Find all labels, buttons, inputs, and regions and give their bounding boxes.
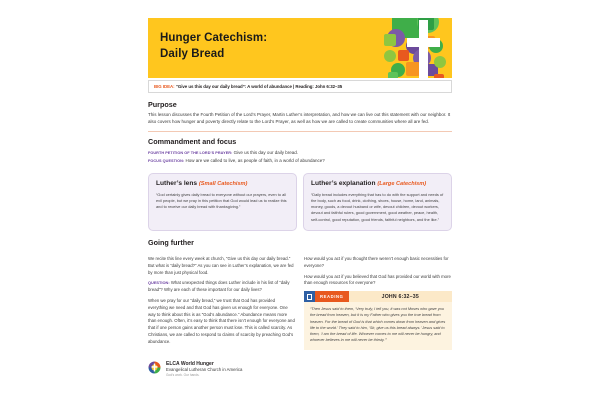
luthers-explanation-heading [311, 180, 444, 188]
luthers-lens-subtitle: (Small Catechism) [198, 180, 248, 187]
page-title-line1: Hunger Catechism: [160, 32, 268, 44]
purpose-heading: Purpose [148, 100, 177, 110]
focus-line [148, 157, 452, 164]
purpose-section [148, 100, 452, 126]
book-icon [304, 291, 315, 302]
going-further-paragraph: We recite this line every week at church, “Give us this day our daily bread.” But what is “daily bread?” As you can see in Luther’s explanation, we are fed by more than just physical food. [148, 256, 294, 275]
commandment-heading: Commandment and focus [148, 137, 237, 147]
question-label: QUESTION: [148, 280, 170, 286]
reading-label: READING [315, 291, 349, 302]
luthers-explanation-title: Luther’s explanation [311, 179, 376, 187]
footer-church: Evangelical Lutheran Church in America [166, 367, 243, 373]
elca-cross-logo [148, 361, 161, 374]
going-further-question [148, 280, 296, 294]
luthers-lens-title: Luther’s lens [156, 179, 198, 187]
going-further-left-column [148, 256, 296, 349]
reflection-question: How would you act if you thought there weren’t enough basic necessities for everyone? [304, 256, 449, 268]
petition-label: FOURTH PETITION OF THE LORD’S PRAYER: [148, 151, 233, 156]
footer-tagline: God’s work. Our hands. [166, 373, 200, 378]
page-header [148, 18, 452, 78]
going-further-section [148, 238, 452, 349]
petition-line [148, 149, 452, 156]
big-idea-label: BIG IDEA: [154, 84, 175, 89]
scripture-text: “Then Jesus said to them, ‘Very truly, I tell you, it was not Moses who gave you the bread from heaven, but it is my Father who gives you the true bread from heaven. For the bread of God is that which comes down from heaven and gives life to the world.’ They said to him, ‘Sir, give us this bread always.’ Jesus said to them, ‘I am the bread of life. Whoever comes to me will never be hungry, and whoever believes in me will never be thirsty.’” [304, 302, 452, 349]
luther-panels [148, 173, 452, 232]
purpose-body: This lesson discusses the Fourth Petition of the Lord’s Prayer, Martin Luther’s interpretation, and how we can live out this statement with our neighbor. It also covers how hunger and poverty directly relate to the Lord’s Prayer, as well as how we are called to create communities where all are fed. [148, 112, 451, 125]
reflection-question: How would you act if you believed that God has provided our world with more than enough resources for everyone? [304, 273, 451, 286]
luthers-explanation-panel [303, 173, 452, 232]
focus-text: How are we called to live, as people of faith, in a world of abundance? [185, 158, 325, 164]
footer-org: ELCA World Hunger [166, 360, 214, 367]
page-title-line2: Daily Bread [160, 47, 225, 60]
big-idea-text: “Give us this day our daily bread”: A world of abundance | Reading: John 6:32–35 [175, 84, 343, 89]
luthers-lens-panel [148, 173, 297, 232]
going-further-right-column [304, 256, 452, 349]
question-text: What unexpected things does Luther include in his list of “daily bread”? Why are each of these important for our daily lives? [148, 280, 290, 293]
reading-bar [304, 291, 452, 302]
big-idea-bar [148, 80, 452, 93]
going-further-paragraph: When we pray for our “daily bread,” we trust that God has provided everything we need and that God has given us enough for everyone. One way to think about this is as “God’s abundance.” Abundance means more than enough. Often, it’s easy to think that there isn’t enough for everyone and that if one person gains another person must lose. This is called scarcity. As Christians, we are called to respond to claims of scarcity by preaching God’s abundance. [148, 298, 295, 344]
cross-and-shapes-illustration [378, 18, 452, 78]
footer-text [166, 361, 242, 378]
going-further-columns [148, 256, 452, 349]
petition-text: Give us this day our daily bread. [233, 150, 298, 156]
page-footer [148, 361, 452, 378]
luthers-explanation-body: “Daily bread includes everything that has to do with the support and needs of the body, such as food, drink, clothing, shoes, house, home, land, animals, money, goods, a devout husband or wife, devout children, devout workers, devout and faithful rulers, good government, good weather, peace, health, self-control, good reputation, good friends, faithful neighbors, and the like.” [311, 191, 444, 222]
lesson-page [148, 0, 452, 400]
luthers-lens-body: “God certainly gives daily bread to everyone without our prayers, even to all evil people, but we pray in this petition that God would lead us to realize this and to receive our daily bread with thanksgiving.” [156, 191, 287, 210]
luthers-lens-heading [156, 180, 289, 188]
divider [148, 131, 452, 132]
luthers-explanation-subtitle: (Large Catechism) [377, 180, 427, 187]
focus-label: FOCUS QUESTION: [148, 159, 185, 164]
reading-reference: JOHN 6:32–35 [381, 293, 419, 300]
page-title [160, 31, 267, 62]
commandment-section [148, 137, 452, 164]
going-further-heading: Going further [148, 238, 194, 248]
